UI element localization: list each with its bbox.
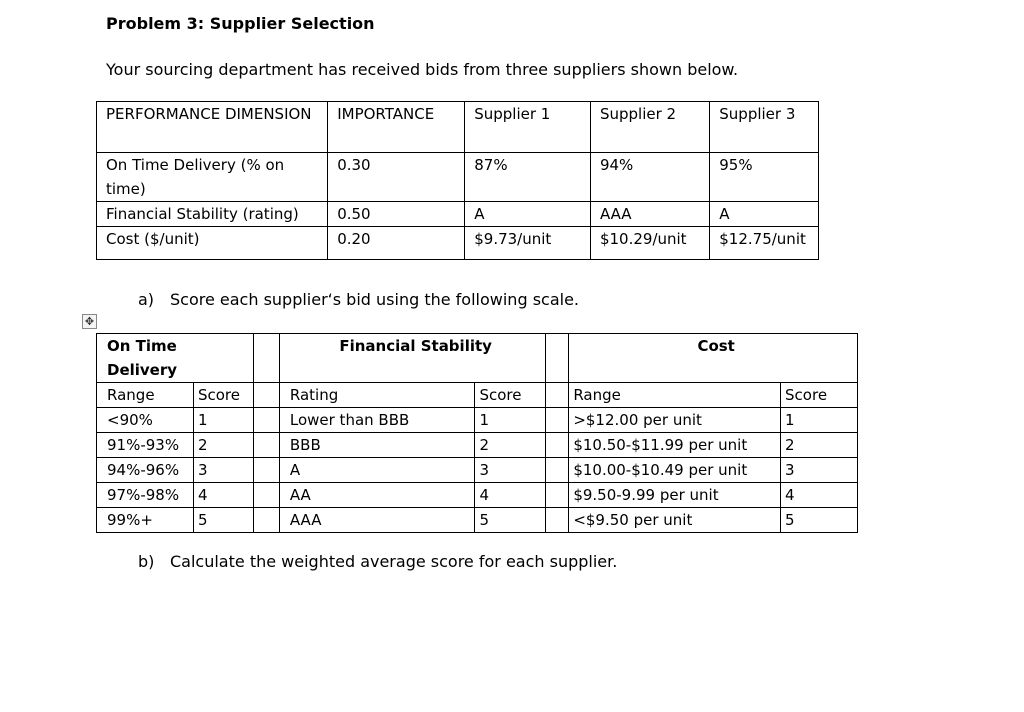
supplier-2-cell: AAA <box>590 202 709 227</box>
fin-score-cell: 5 <box>475 508 546 533</box>
cost-score-cell: 4 <box>781 483 858 508</box>
problem-title: Problem 3: Supplier Selection <box>106 14 375 33</box>
table-row <box>97 202 819 227</box>
header-supplier-1: Supplier 1 <box>465 102 591 153</box>
supplier-1-cell: $9.73/unit <box>465 227 591 260</box>
fin-rating-cell: Lower than BBB <box>279 408 475 433</box>
spacer-cell <box>253 433 279 458</box>
part-b-text: Calculate the weighted average score for each supplier. <box>170 552 618 571</box>
fin-score-cell: 2 <box>475 433 546 458</box>
otd-range-cell: 94%-96% <box>97 458 194 483</box>
spacer-cell <box>546 334 569 383</box>
spacer-cell <box>546 483 569 508</box>
fin-rating-cell: A <box>279 458 475 483</box>
cost-score-cell: 3 <box>781 458 858 483</box>
part-a-text: Score each supplier‘s bid using the following scale. <box>170 290 579 309</box>
spacer-cell <box>253 383 279 408</box>
header-performance-dimension: PERFORMANCE DIMENSION <box>97 102 328 153</box>
otd-range-cell: 97%-98% <box>97 483 194 508</box>
dimension-cell: On Time Delivery (% on time) <box>97 153 328 202</box>
spacer-cell <box>253 458 279 483</box>
part-b-instruction <box>138 552 617 571</box>
supplier-3-cell: A <box>710 202 819 227</box>
cost-range-header: Range <box>569 383 781 408</box>
bid-table <box>96 101 819 260</box>
supplier-2-cell: $10.29/unit <box>590 227 709 260</box>
otd-range-header: Range <box>97 383 194 408</box>
table-row <box>97 433 858 458</box>
bid-table-header-row <box>97 102 819 153</box>
otd-range-cell: <90% <box>97 408 194 433</box>
supplier-3-cell: $12.75/unit <box>710 227 819 260</box>
scale-subheader-row <box>97 383 858 408</box>
part-a-label: a) <box>138 290 155 309</box>
cost-score-header: Score <box>781 383 858 408</box>
otd-range-cell: 91%-93% <box>97 433 194 458</box>
header-supplier-3: Supplier 3 <box>710 102 819 153</box>
otd-score-cell: 4 <box>193 483 253 508</box>
otd-score-cell: 3 <box>193 458 253 483</box>
table-row <box>97 153 819 202</box>
otd-header: On Time Delivery <box>97 334 254 383</box>
otd-score-cell: 1 <box>193 408 253 433</box>
otd-score-cell: 2 <box>193 433 253 458</box>
importance-cell: 0.20 <box>328 227 465 260</box>
header-importance: IMPORTANCE <box>328 102 465 153</box>
cost-header: Cost <box>569 334 858 383</box>
importance-cell: 0.30 <box>328 153 465 202</box>
supplier-3-cell: 95% <box>710 153 819 202</box>
importance-cell: 0.50 <box>328 202 465 227</box>
spacer-cell <box>546 433 569 458</box>
cost-range-cell: $10.50-$11.99 per unit <box>569 433 781 458</box>
table-row <box>97 483 858 508</box>
dimension-cell: Cost ($/unit) <box>97 227 328 260</box>
cost-range-cell: >$12.00 per unit <box>569 408 781 433</box>
scale-group-header-row <box>97 334 858 383</box>
fin-rating-cell: BBB <box>279 433 475 458</box>
header-supplier-2: Supplier 2 <box>590 102 709 153</box>
otd-score-cell: 5 <box>193 508 253 533</box>
fin-score-cell: 4 <box>475 483 546 508</box>
supplier-1-cell: 87% <box>465 153 591 202</box>
fin-score-cell: 1 <box>475 408 546 433</box>
table-row <box>97 227 819 260</box>
supplier-1-cell: A <box>465 202 591 227</box>
fin-score-cell: 3 <box>475 458 546 483</box>
fin-rating-cell: AAA <box>279 508 475 533</box>
scoring-scale-table <box>96 333 858 533</box>
table-row <box>97 508 858 533</box>
fin-rating-cell: AA <box>279 483 475 508</box>
cost-score-cell: 2 <box>781 433 858 458</box>
financial-stability-header: Financial Stability <box>279 334 546 383</box>
cost-range-cell: $10.00-$10.49 per unit <box>569 458 781 483</box>
spacer-cell <box>546 408 569 433</box>
part-b-label: b) <box>138 552 155 571</box>
otd-score-header: Score <box>193 383 253 408</box>
cost-score-cell: 5 <box>781 508 858 533</box>
spacer-cell <box>546 383 569 408</box>
fin-rating-header: Rating <box>279 383 475 408</box>
spacer-cell <box>253 483 279 508</box>
table-row <box>97 458 858 483</box>
intro-text: Your sourcing department has received bids from three suppliers shown below. <box>106 60 739 79</box>
table-row <box>97 408 858 433</box>
cost-range-cell: $9.50-9.99 per unit <box>569 483 781 508</box>
part-a-instruction <box>138 290 579 309</box>
move-handle-icon[interactable]: ✥ <box>82 314 97 329</box>
fin-score-header: Score <box>475 383 546 408</box>
cost-score-cell: 1 <box>781 408 858 433</box>
spacer-cell <box>253 408 279 433</box>
otd-range-cell: 99%+ <box>97 508 194 533</box>
cost-range-cell: <$9.50 per unit <box>569 508 781 533</box>
spacer-cell <box>253 334 279 383</box>
supplier-2-cell: 94% <box>590 153 709 202</box>
dimension-cell: Financial Stability (rating) <box>97 202 328 227</box>
spacer-cell <box>253 508 279 533</box>
spacer-cell <box>546 458 569 483</box>
spacer-cell <box>546 508 569 533</box>
